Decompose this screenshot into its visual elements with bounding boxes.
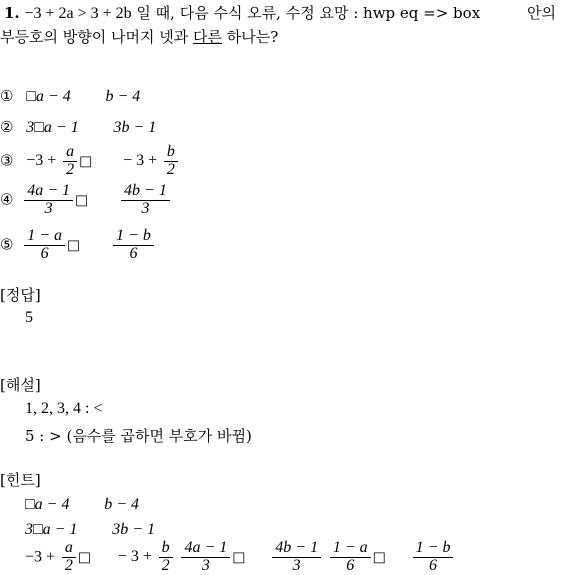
choice-1[interactable]: ① □a − 4 b − 4 [0,87,141,105]
choice-marker: ① [0,87,14,105]
choice-5[interactable]: ⑤ $\frac{1 - a}{6}$ □ $\frac{1 - b}{6}$ [0,228,156,263]
explanation-heading: [해설] [0,376,41,394]
choice-4[interactable]: ④ $\frac{4a - 1}{3}$ □ $\frac{4b - 1}{3}$ [0,183,172,218]
question-condition: −3 + 2a > 3 + 2b [24,5,132,22]
answer-value: 5 [25,309,33,326]
question-stem-text: 일 때, 다음 수식 오류, 수정 요망 : hwp eq => box [131,4,481,22]
question-stem-tail: 안의 [527,4,556,22]
hint-heading: [힌트] [0,471,41,489]
choice-marker: ② [0,118,14,136]
hint-row-2: 3□a − 1 3b − 1 [25,521,156,538]
hint-row-3: −3 + $\frac{a}{2}$ □ − 3 + $\frac{b}{2}$ $\frac{4a - 1}{3}$ □ $\frac{4b - 1}{3}$ $\frac{1 - a}{6}$ □ $\frac{1 - b}{6}$ [25,540,455,575]
choice-marker: ③ [0,151,14,170]
question-line-2: 부등호의 방향이 나머지 넷과 다른 하나는? [0,28,279,46]
question-number: 1. [4,4,20,22]
explanation-line-1: 1, 2, 3, 4 : < [25,400,103,417]
choice-marker: ⑤ [0,235,14,254]
question-line-1 [4,2,480,23]
hint-row-1: □a − 4 b − 4 [25,496,140,513]
underlined-word: 다른 [192,28,222,46]
choice-2[interactable]: ② 3□a − 1 3b − 1 [0,118,157,136]
answer-heading: [정답] [0,286,41,304]
choice-3[interactable]: ③ −3 + $\frac{a}{2}$ □ − 3 + $\frac{b}{2}$ [0,144,180,179]
choice-marker: ④ [0,190,14,209]
explanation-line-2: 5 : > (음수를 곱하면 부호가 바뀜) [25,427,252,445]
